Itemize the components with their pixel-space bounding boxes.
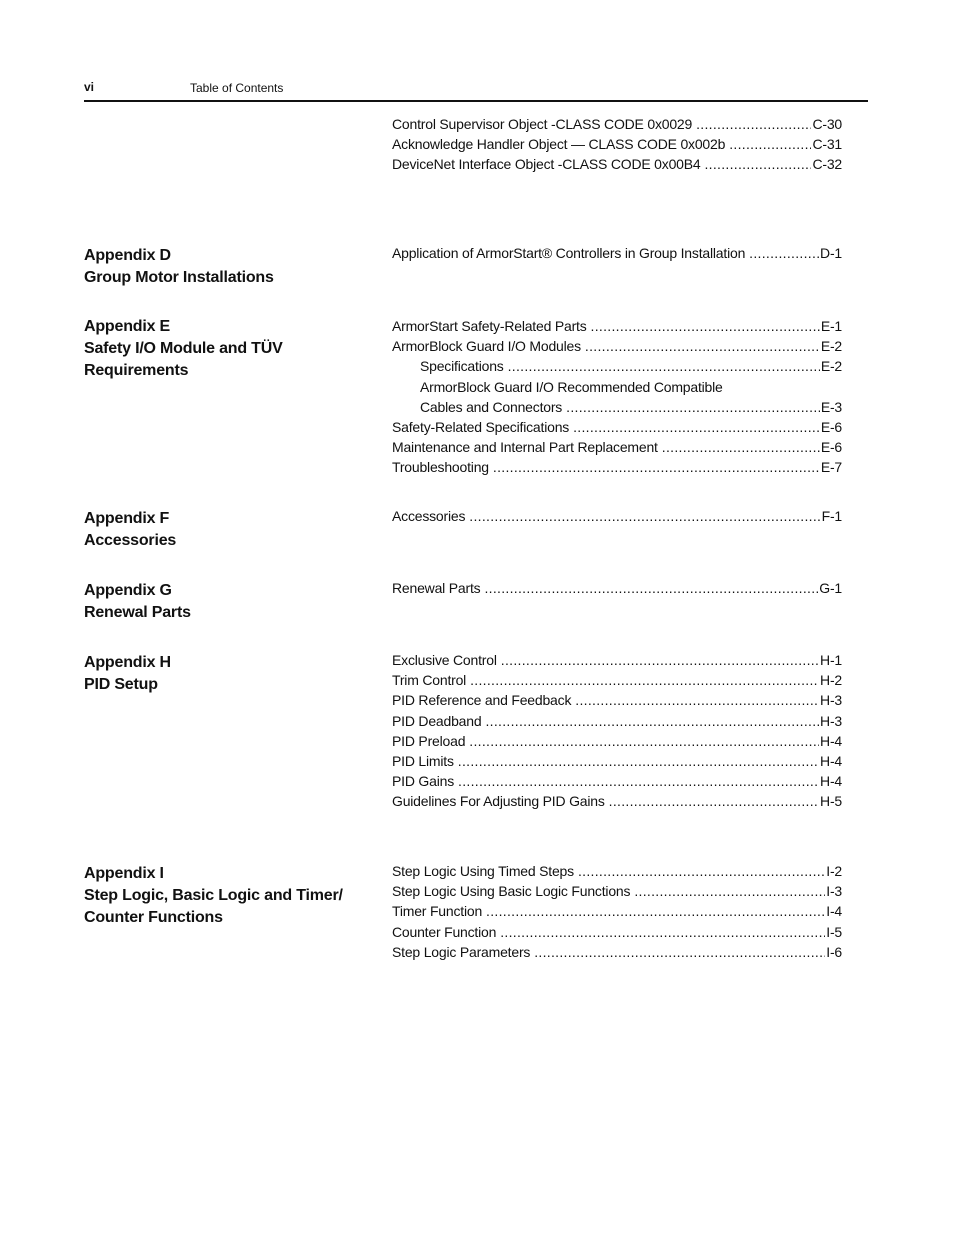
toc-entry[interactable] [392, 580, 842, 600]
page-header [84, 80, 868, 102]
dot-leader [573, 419, 820, 435]
appendix-title-line: Appendix I [84, 865, 164, 882]
toc-entry[interactable] [392, 652, 842, 672]
appendix-title-line: Step Logic, Basic Logic and Timer/ [84, 887, 343, 904]
dot-leader [486, 903, 825, 919]
toc-entry-page: C-31 [812, 136, 842, 153]
dot-leader [696, 116, 811, 132]
appendix-title-line: Appendix F [84, 510, 170, 527]
toc-entry-list [392, 508, 842, 528]
toc-entry-label: Acknowledge Handler Object — CLASS CODE 0x002b [392, 136, 726, 153]
appendix-title-line: Renewal Parts [84, 604, 191, 621]
toc-entry-page: H-4 [820, 732, 842, 749]
toc-entry-page: I-5 [826, 923, 842, 940]
dot-leader [469, 733, 819, 749]
toc-entry-label: Accessories [392, 508, 466, 524]
appendix-title-line: Group Motor Installations [84, 269, 274, 286]
toc-entry-page: E-2 [820, 338, 842, 355]
appendix-title [84, 508, 374, 552]
toc-entry[interactable] [392, 245, 842, 265]
toc-entry-label: Exclusive Control [392, 652, 497, 668]
toc-entry[interactable] [392, 459, 842, 479]
dot-leader [458, 753, 819, 769]
dot-leader [500, 924, 825, 940]
dot-leader [469, 508, 820, 524]
toc-entry-label: ArmorStart Safety-Related Parts [392, 318, 587, 334]
appendix-title [84, 245, 374, 289]
toc-entry-list [392, 318, 842, 480]
toc-entry-page: G-1 [819, 580, 842, 596]
dot-leader [585, 338, 820, 354]
toc-entry-page: H-1 [820, 652, 842, 668]
toc-entry-page: C-30 [812, 116, 842, 132]
header-title: Table of Contents [190, 81, 284, 95]
appendix-title-line: Counter Functions [84, 909, 223, 926]
toc-entry-page: E-3 [820, 398, 842, 415]
toc-entry[interactable] [392, 733, 842, 753]
dot-leader [485, 713, 819, 729]
appendix-title-line: Appendix E [84, 318, 171, 335]
toc-entry-page: I-4 [826, 903, 842, 920]
appendix-title-line: Appendix H [84, 654, 171, 671]
toc-entry-label: PID Gains [392, 773, 454, 790]
toc-entry-label: Renewal Parts [392, 580, 481, 596]
toc-entry-page: D-1 [820, 245, 842, 261]
toc-entry-label: Counter Function [392, 923, 497, 940]
dot-leader [566, 399, 820, 415]
appendix-title [84, 863, 374, 929]
toc-entry-page: I-2 [826, 863, 842, 879]
dot-leader [501, 652, 819, 668]
toc-entry-list [392, 652, 842, 814]
toc-entry[interactable] [392, 439, 842, 459]
appendix-title-line: PID Setup [84, 676, 158, 693]
appendix-title-line: Appendix D [84, 247, 171, 264]
toc-entry-label: Application of ArmorStart® Controllers in Group Installation [392, 245, 746, 261]
appendix-title-line: Safety I/O Module and TÜV [84, 340, 283, 357]
dot-leader [484, 580, 818, 596]
toc-entry[interactable] [392, 672, 842, 692]
appendix-title [84, 580, 374, 624]
dot-leader [470, 672, 819, 688]
toc-entry-list [392, 580, 842, 600]
toc-entry-page: E-1 [820, 318, 842, 334]
toc-entry-page: C-32 [812, 156, 842, 173]
toc-entry-page: H-5 [820, 793, 842, 810]
dot-leader [575, 692, 819, 708]
toc-entry-label: Specifications [420, 358, 504, 375]
toc-entry[interactable] [392, 944, 842, 964]
dot-leader [662, 439, 820, 455]
toc-entry-label: Step Logic Using Basic Logic Functions [392, 883, 631, 900]
toc-entry-label: Safety-Related Specifications [392, 418, 570, 435]
toc-entry[interactable] [392, 793, 842, 813]
dot-leader [508, 358, 820, 374]
toc-entry[interactable] [392, 419, 842, 439]
toc-entry-label: Guidelines For Adjusting PID Gains [392, 793, 605, 810]
toc-entry-page: E-7 [820, 459, 842, 476]
toc-entry-label: ArmorBlock Guard I/O Recommended Compatible [420, 378, 723, 395]
toc-entry-label: PID Preload [392, 732, 466, 749]
toc-entry-label: Trim Control [392, 672, 467, 689]
toc-entry-list [392, 116, 842, 177]
toc-entry[interactable] [392, 358, 842, 378]
toc-entry-page: H-2 [820, 672, 842, 689]
toc-entry-label: Timer Function [392, 903, 483, 920]
toc-entry[interactable] [392, 753, 842, 773]
toc-entry-label: Troubleshooting [392, 459, 489, 476]
toc-entry[interactable] [392, 773, 842, 793]
dot-leader [493, 459, 820, 475]
toc-entry-label: Step Logic Using Timed Steps [392, 863, 574, 879]
dot-leader [591, 318, 820, 334]
toc-entry[interactable] [392, 338, 842, 358]
toc-entry[interactable] [392, 713, 842, 733]
toc-entry-label: DeviceNet Interface Object -CLASS CODE 0x00B4 [392, 156, 701, 173]
toc-entry-label: Control Supervisor Object -CLASS CODE 0x0029 [392, 116, 693, 132]
appendix-title-line: Accessories [84, 532, 177, 549]
dot-leader [634, 883, 825, 899]
toc-entry-label: Step Logic Parameters [392, 943, 531, 960]
toc-entry[interactable] [392, 863, 842, 883]
toc-entry-page: E-6 [820, 439, 842, 456]
toc-entry-label: PID Limits [392, 752, 454, 769]
toc-entry[interactable] [392, 399, 842, 419]
toc-entry[interactable] [392, 318, 842, 338]
toc-entry-page: E-2 [820, 358, 842, 375]
toc-entry[interactable] [392, 692, 842, 712]
appendix-title-line: Requirements [84, 362, 189, 379]
toc-entry-page: H-3 [820, 712, 842, 729]
toc-entry-label: PID Reference and Feedback [392, 692, 572, 709]
toc-entry-page: I-6 [826, 943, 842, 960]
toc-entry-label: Maintenance and Internal Part Replacement [392, 439, 658, 456]
toc-entry-list [392, 863, 842, 964]
toc-entry[interactable] [392, 924, 842, 944]
page-number: vi [84, 80, 95, 94]
dot-leader [749, 245, 819, 261]
toc-entry-page: H-4 [820, 752, 842, 769]
toc-entry[interactable] [392, 903, 842, 923]
toc-entry-page: F-1 [821, 508, 842, 524]
toc-entry-label: Cables and Connectors [420, 398, 563, 415]
dot-leader [729, 136, 811, 152]
appendix-title [84, 316, 374, 382]
toc-entry-list [392, 245, 842, 265]
dot-leader [704, 156, 811, 172]
toc-entry[interactable] [392, 116, 842, 136]
dot-leader [578, 863, 825, 879]
dot-leader [609, 793, 819, 809]
toc-entry[interactable] [392, 156, 842, 176]
toc-entry-label: ArmorBlock Guard I/O Modules [392, 338, 581, 355]
toc-entry[interactable] [392, 136, 842, 156]
toc-entry-page: H-4 [820, 773, 842, 790]
toc-entry[interactable] [392, 379, 842, 399]
dot-leader [458, 773, 819, 789]
appendix-title-line: Appendix G [84, 582, 172, 599]
toc-entry-page: H-3 [820, 692, 842, 709]
toc-entry[interactable] [392, 883, 842, 903]
toc-entry-page: I-3 [826, 883, 842, 900]
toc-entry[interactable] [392, 508, 842, 528]
toc-entry-label: PID Deadband [392, 712, 482, 729]
appendix-title [84, 652, 374, 696]
toc-entry-page: E-6 [820, 418, 842, 435]
dot-leader [534, 944, 825, 960]
